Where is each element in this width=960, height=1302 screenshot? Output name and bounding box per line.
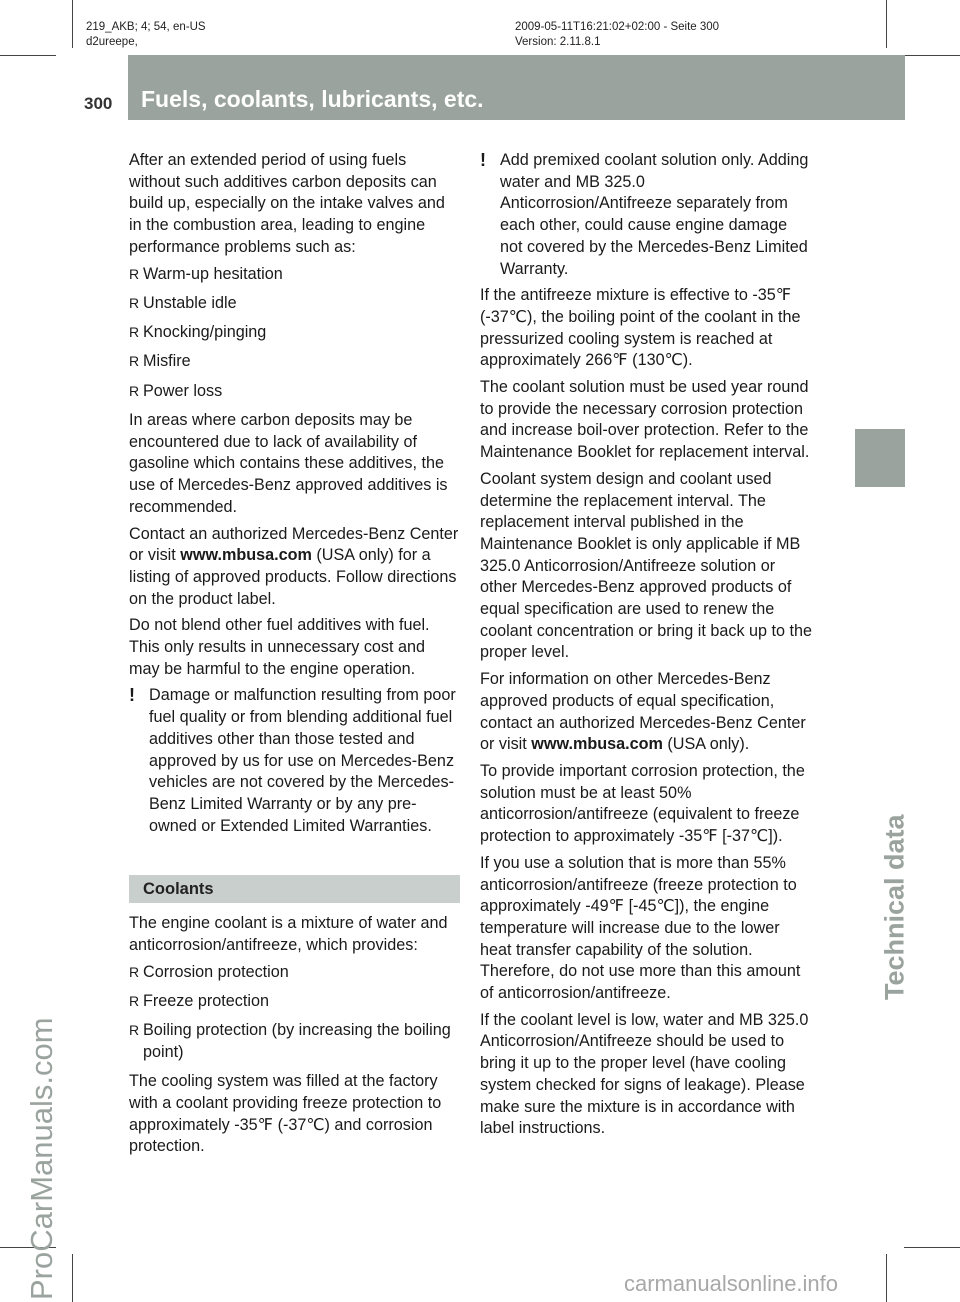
paragraph: The cooling system was filled at the factory with a coolant providing freeze protection to approximately -35℉ (-37℃) and corrosion protection.: [129, 1072, 442, 1156]
bullet-list: [129, 264, 460, 403]
list-item: [129, 962, 460, 984]
page-title: Fuels, coolants, lubricants, etc.: [141, 86, 484, 112]
paragraph: [129, 524, 460, 611]
right-column: [480, 150, 813, 1145]
page-number: 300: [84, 94, 113, 113]
paragraph: If the antifreeze mixture is effective to -35℉ (-37℃), the boiling point of the coolant in the pressurized cooling system is reached at approximately 266℉ (130℃).: [480, 286, 801, 370]
list-item: [129, 1020, 460, 1063]
warning-note: [129, 685, 460, 837]
crop-mark: [886, 1254, 887, 1302]
list-item-text: Boiling protection (by increasing the boiling point): [143, 1021, 451, 1062]
paragraph: To provide important corrosion protection, the solution must be at least 50% anticorrosion/antifreeze (equivalent to freeze protection to approximately -35℉ [-37℃]).: [480, 761, 805, 846]
meta-left-line1: 219_AKB; 4; 54, en-US: [86, 21, 206, 33]
bullet-icon: R: [129, 382, 140, 399]
paragraph: In areas where carbon deposits may be encountered due to lack of availability of gasoline which contains these additives, the use of Mercedes-Benz approved additives is recommended.: [129, 411, 448, 516]
list-item-text: Misfire: [143, 352, 191, 371]
list-item: [129, 351, 460, 373]
meta-right-line1: 2009-05-11T16:21:02+02:00 - Seite 300: [515, 21, 720, 33]
bullet-icon: R: [129, 265, 140, 282]
paragraph: If the coolant level is low, water and MB 325.0 Anticorrosion/Antifreeze should be used to bring it up to the proper level (have cooling system checked for signs of leakage). Please make sure the mixture is in accordance with label instructions.: [480, 1010, 809, 1138]
watermark-bottom: carmanualsonline.info: [624, 1271, 839, 1296]
bullet-icon: R: [129, 993, 140, 1010]
list-item-text: Power loss: [143, 381, 223, 400]
bullet-icon: R: [129, 963, 140, 980]
text: (USA only).: [662, 735, 750, 754]
watermark-side: ProCarManuals.com: [24, 1017, 59, 1300]
crop-mark: [72, 0, 73, 48]
warning-text: Add premixed coolant solution only. Adding water and MB 325.0 Anticorrosion/Antifreeze separately from each other, could cause engine damage not covered by the Mercedes-Benz Limited Warranty.: [500, 151, 809, 278]
list-item-text: Unstable idle: [143, 293, 237, 312]
crop-mark: [72, 1254, 73, 1302]
bullet-icon: R: [129, 324, 140, 341]
meta-right-line2: Version: 2.11.8.1: [515, 36, 601, 48]
print-meta-right: [515, 20, 719, 50]
meta-left-line2: d2ureepe,: [86, 36, 138, 48]
bullet-list: [129, 962, 460, 1064]
warning-icon: !: [480, 150, 486, 170]
list-item: [129, 381, 460, 403]
website-link[interactable]: www.mbusa.com: [531, 735, 663, 754]
crop-mark: [904, 55, 960, 56]
paragraph: The coolant solution must be used year round to provide the necessary corrosion protection and increase boil-over protection. Refer to the Maintenance Booklet for replacement interval.: [480, 378, 810, 462]
crop-mark: [886, 0, 887, 48]
list-item-text: Warm-up hesitation: [143, 264, 283, 283]
crop-mark: [904, 1247, 960, 1248]
list-item-text: Freeze protection: [143, 992, 269, 1011]
print-meta-left: [86, 20, 206, 50]
paragraph: The engine coolant is a mixture of water and anticorrosion/antifreeze, which provides:: [129, 914, 448, 955]
left-column: [129, 150, 460, 1163]
crop-mark: [0, 55, 56, 56]
warning-text: Damage or malfunction resulting from poor fuel quality or from blending additional fuel additives other than those tested and approved by us for use on Mercedes-Benz vehicles are not covered by the Mercedes-Benz Limited Warranty or by any pre-owned or Extended Limited Warranties.: [149, 686, 456, 835]
bullet-icon: R: [129, 353, 140, 370]
bullet-icon: R: [129, 1022, 140, 1039]
bullet-icon: R: [129, 294, 140, 311]
text: Contact an authorized Mercedes-Benz Center or visit: [129, 524, 459, 565]
paragraph: Coolant system design and coolant used determine the replacement interval. The replacement interval published in the Maintenance Booklet is only applicable if MB 325.0 Anticorrosion/Antifreeze solution or other Mercedes-Benz approved products of equal specification are used to renew the coolant concentration or bring it back up to the proper level.: [480, 469, 813, 662]
text: For information on other Mercedes-Benz approved products of equal specification, contact an authorized Mercedes-Benz Center or visit: [480, 670, 806, 754]
paragraph: Do not blend other fuel additives with fuel. This only results in unnecessary cost and may be harmful to the engine operation.: [129, 616, 430, 678]
list-item: [129, 991, 460, 1013]
side-tab-block: [855, 429, 905, 487]
list-item-text: Corrosion protection: [143, 962, 289, 981]
list-item: [129, 264, 460, 286]
list-item: [129, 293, 460, 315]
paragraph: After an extended period of using fuels without such additives carbon deposits can build up, especially on the intake valves and in the combustion area, leading to engine performance problems such as:: [129, 151, 445, 256]
list-item: [129, 322, 460, 344]
paragraph: [480, 669, 813, 756]
text: (USA only) for a listing of approved products. Follow directions on the product label.: [129, 546, 457, 608]
section-heading-coolants: Coolants: [129, 875, 460, 903]
website-link[interactable]: www.mbusa.com: [180, 546, 312, 565]
list-item-text: Knocking/pinging: [143, 323, 267, 342]
warning-note: [480, 150, 813, 280]
side-tab-label: Technical data: [879, 814, 910, 1000]
paragraph: If you use a solution that is more than 55% anticorrosion/antifreeze (freeze protection to approximately -49℉ [-45℃]), the engine temperature will increase due to the lower heat transfer capability of the solution. Therefore, do not use more than this amount of anticorrosion/antifreeze.: [480, 853, 801, 1003]
warning-icon: !: [129, 685, 135, 706]
